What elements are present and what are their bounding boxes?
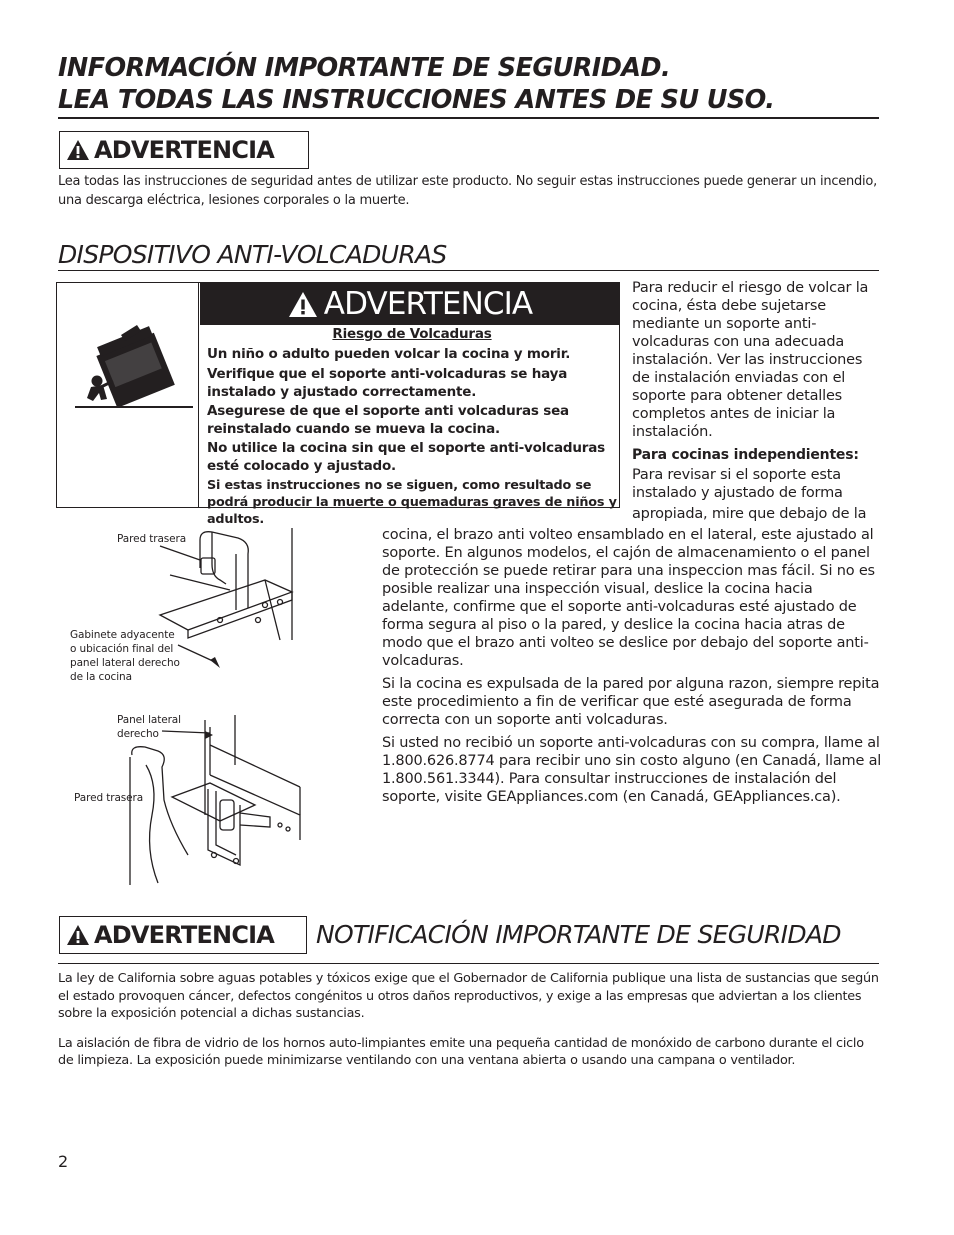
bracket-figure-1 <box>60 520 360 695</box>
risk-line-2: Verifique que el soporte anti-volcaduras se haya instalado y ajustado correctamente. <box>207 366 568 400</box>
risk-line-4: No utilice la cocina sin que el soporte anti-volcaduras esté colocado y ajustado. <box>207 440 605 474</box>
fig1-rear-wall-label: Pared trasera <box>117 533 187 545</box>
warning-box-top <box>59 131 309 169</box>
anti-tip-warning-panel <box>56 282 620 527</box>
anti-tip-body-paragraph-1: cocina, el brazo anti volteo ensamblado en el lateral, este ajustado al soporte. En algunos modelos, el cajón de almacenamiento o el panel de protección se puede retirar para una inspeccion mas fácil. Si no es posible realizar una inspección visual, deslice la cocina hacia adelante, confirme que el soporte anti-volcaduras esté ajustado de forma segura al piso o la pared, y deslice la cocina hacia atras de modo que el brazo anti volteo se deslice por debajo del soporte anti-volcaduras. <box>382 527 875 669</box>
free-standing-paragraph: Para revisar si el soporte esta instalado y ajustado de forma <box>632 467 843 501</box>
free-standing-heading: Para cocinas independientes: <box>632 447 859 463</box>
anti-tip-section-title: DISPOSITIVO ANTI-VOLCADURAS <box>58 240 447 269</box>
notice-paragraph-2: La aislación de fibra de vidrio de los hornos auto-limpiantes emite una pequeña cantidad de monóxido de carbono durante el ciclo de limpieza. La exposición puede minimizarse ventilando con una ventana abierta o usando una campana o ventilador. <box>58 1035 864 1068</box>
page-title-line2: LEA TODAS LAS INSTRUCCIONES ANTES DE SU USO. <box>58 85 775 115</box>
fig2-rear-wall-label: Pared trasera <box>74 792 144 804</box>
anti-tip-side-column <box>632 279 882 523</box>
risk-line-5: Si estas instrucciones no se siguen, como resultado se podrá producir la muerte o quemaduras graves de niños y adultos. <box>207 478 617 527</box>
page-title-line1: INFORMACIÓN IMPORTANTE DE SEGURIDAD. <box>58 53 671 83</box>
warning-banner <box>200 283 620 325</box>
notice-body <box>58 970 880 1070</box>
notice-warning-label: ADVERTENCIA <box>94 921 275 949</box>
tip-over-illustration-icon <box>71 323 195 413</box>
warning-box-notice <box>59 916 307 954</box>
tip-warning-text <box>207 326 617 530</box>
anti-tip-body <box>382 526 882 811</box>
anti-tip-body-paragraph-3: Si usted no recibió un soporte anti-volcaduras con su compra, llame al 1.800.626.8774 para recibir uno sin costo alguno (en Canadá, llame al 1.800.561.3344). Para consultar instrucciones de instalación del soporte, visite GEAppliances.com (en Canadá, GEAppliances.ca). <box>382 735 882 805</box>
bracket-side-panel-illustration-icon <box>60 705 360 890</box>
warning-triangle-icon <box>66 924 90 946</box>
anti-tip-intro-paragraph: Para reducir el riesgo de volcar la cocina, ésta debe sujetarse mediante un soporte anti-volcaduras con una adecuada instalación. Ver las instrucciones de instalación enviadas con el soporte para obtener detalles completos antes de iniciar la instalación. <box>632 280 869 440</box>
warning-top-text: Lea todas las instrucciones de seguridad antes de utilizar este producto. No seguir estas instrucciones puede generar un incendio, una descarga eléctrica, lesiones corporales o la muerte. <box>58 174 877 208</box>
anti-tip-body-paragraph-2: Si la cocina es expulsada de la pared por alguna razon, siempre repita este procedimiento a fin de verificar que esté asegurada de forma correcta con un soporte anti volcaduras. <box>382 676 880 728</box>
notice-paragraph-1: La ley de California sobre aguas potables y tóxicos exige que el Gobernador de California publique una lista de sustancias que según el estado provoquen cáncer, defectos congénitos u otros daños reproductivos, y exige a las empresas que adviertan a los clientes sobre la exposición potencial a dichas sustancias. <box>58 971 879 1021</box>
warning-banner-label: ADVERTENCIA <box>323 285 533 322</box>
bracket-figure-2 <box>60 705 360 890</box>
title-rule <box>58 117 879 119</box>
risk-line-3: Asegurese de que el soporte anti volcaduras sea reinstalado cuando se mueva la cocina. <box>207 403 569 437</box>
free-standing-paragraph-cont: apropiada, mire que debajo de la <box>632 506 867 522</box>
risk-line-1: Un niño o adulto pueden volcar la cocina y morir. <box>207 345 571 362</box>
notice-section-title: NOTIFICACIÓN IMPORTANTE DE SEGURIDAD <box>316 920 841 949</box>
risk-title: Riesgo de Volcaduras <box>332 326 492 342</box>
fig2-side-panel-label: Panel lateral derecho <box>117 714 181 740</box>
page-number: 2 <box>58 1152 69 1171</box>
anti-tip-rule <box>58 270 879 271</box>
tip-over-illustration-cell <box>57 283 199 507</box>
notice-rule <box>58 963 879 964</box>
warning-label: ADVERTENCIA <box>94 136 275 164</box>
page-title <box>58 52 898 116</box>
warning-triangle-icon <box>288 291 318 318</box>
bracket-wall-illustration-icon <box>60 520 360 695</box>
warning-triangle-icon <box>66 139 90 161</box>
fig1-cabinet-label: Gabinete adyacente o ubicación final del panel lateral derecho de la cocina <box>70 629 180 683</box>
